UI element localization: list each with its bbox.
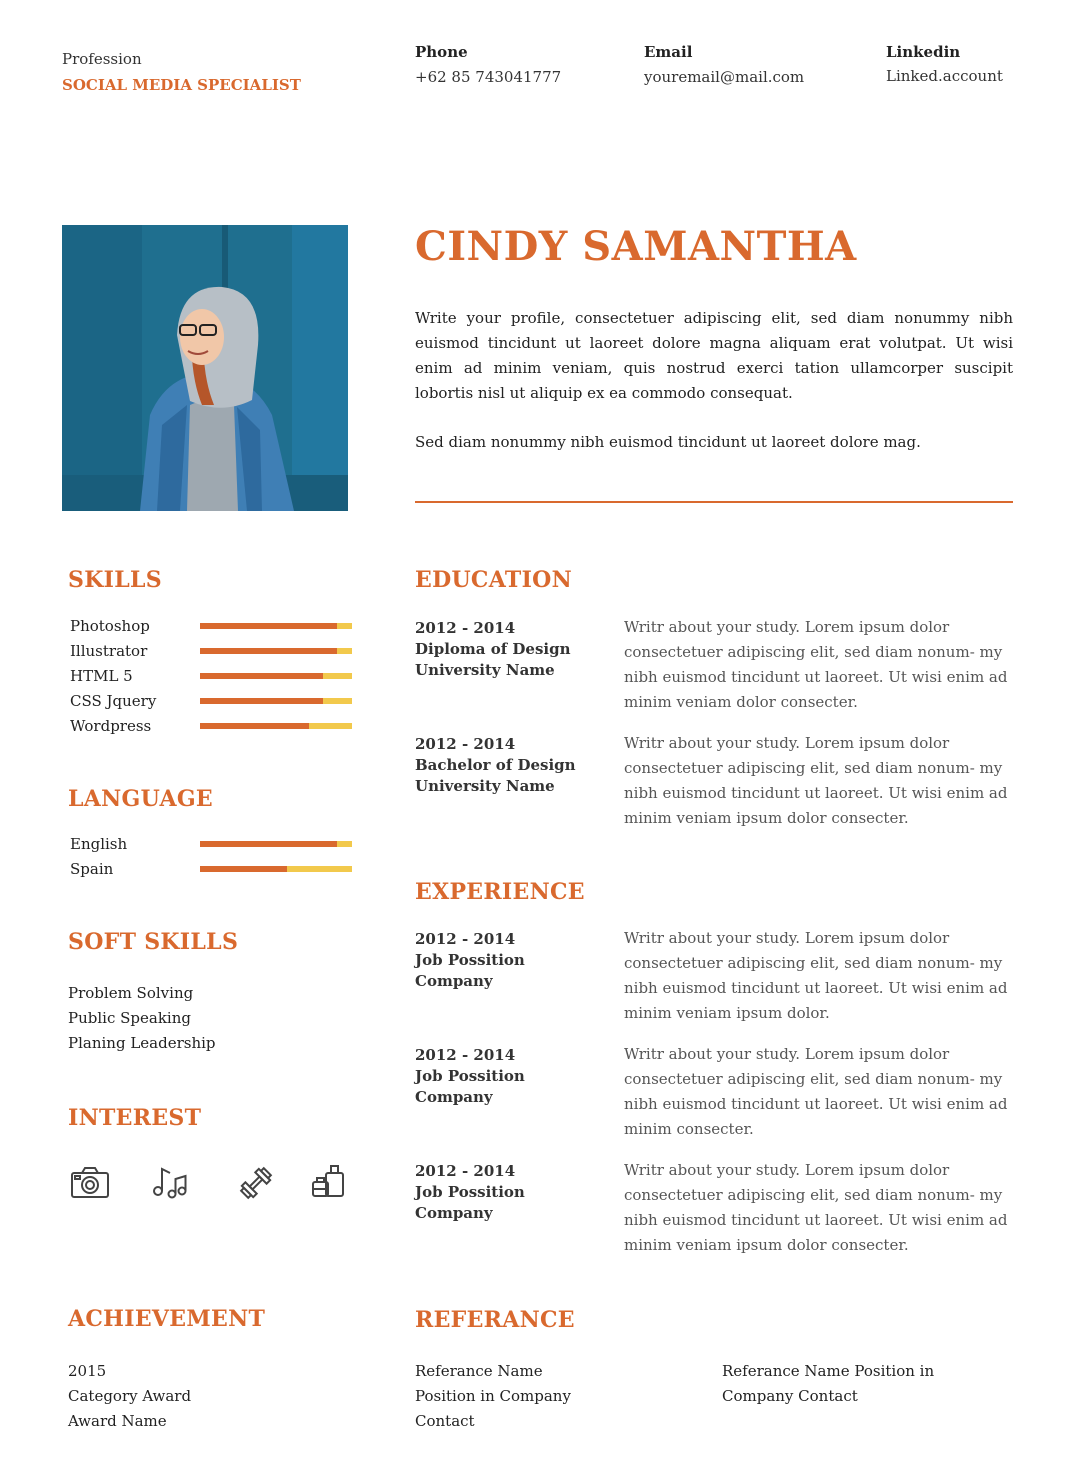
- education-entry-1: [415, 618, 570, 681]
- skill-row: [70, 856, 352, 881]
- profile-summary: [415, 306, 1013, 455]
- skill-row: [70, 688, 352, 713]
- skills-title: SKILLS: [68, 567, 162, 593]
- skill-row: [70, 713, 352, 738]
- reference-col-1: [415, 1359, 571, 1434]
- skill-label: English: [70, 834, 128, 853]
- level-bar: [200, 841, 352, 847]
- soft-skills-title: SOFT SKILLS: [68, 929, 239, 955]
- reference-title: REFERANCE: [415, 1307, 575, 1333]
- entry-position: Job Possition: [415, 1067, 525, 1085]
- profile-paragraph-1: Write your profile, consectetuer adipiscing elit, sed diam nonummy nibh euismod tincidunt ut laoreet dolore magna aliquam erat volutpat. Ut wisi enim ad minim veniam, quis nostrud exerci tation ullamcorper suscipit lobortis nisl ut aliquip ex ea commodo consequat.: [415, 309, 1013, 402]
- experience-title: EXPERIENCE: [415, 879, 585, 905]
- soft-skills-list: [68, 981, 216, 1056]
- list-item: Public Speaking: [68, 1009, 191, 1027]
- entry-years: 2012 - 2014: [415, 930, 516, 948]
- email-value: youremail@mail.com: [644, 68, 805, 86]
- profile-photo: [62, 225, 348, 511]
- achievement-year: 2015: [68, 1362, 107, 1380]
- level-bar-fill: [200, 698, 323, 704]
- level-bar: [200, 698, 352, 704]
- reference-contact: Contact: [415, 1412, 475, 1430]
- level-bar-fill: [200, 623, 337, 629]
- skills-list: [70, 613, 352, 738]
- experience-desc-2: Writr about your study. Lorem ipsum dolor consectetuer adipiscing elit, sed diam nonum- my nibh euismod tincidunt ut laoreet. Ut wisi enim ad minim consecter.: [624, 1045, 1008, 1138]
- level-bar: [200, 723, 352, 729]
- level-bar-fill: [200, 866, 287, 872]
- reference-position: Position in Company: [415, 1387, 571, 1405]
- profile-divider: [415, 501, 1013, 503]
- skill-row: [70, 663, 352, 688]
- entry-years: 2012 - 2014: [415, 1162, 516, 1180]
- list-item: Planing Leadership: [68, 1034, 216, 1052]
- entry-degree: Diploma of Design: [415, 640, 571, 658]
- education-desc-1: Writr about your study. Lorem ipsum dolor consectetuer adipiscing elit, sed diam nonum- my nibh euismod tincidunt ut laoreet. Ut wisi enim ad minim veniam dolor consecter.: [624, 618, 1008, 711]
- entry-school: University Name: [415, 661, 555, 679]
- entry-company: Company: [415, 1204, 493, 1222]
- reference-company-contact: Company Contact: [722, 1387, 858, 1405]
- skill-row: [70, 613, 352, 638]
- profession-label: Profession: [62, 50, 142, 68]
- education-desc-2: Writr about your study. Lorem ipsum dolor consectetuer adipiscing elit, sed diam nonum- my nibh euismod tincidunt ut laoreet. Ut wisi enim ad minim veniam ipsum dolor consecter.: [624, 734, 1008, 827]
- education-entry-2: [415, 734, 576, 797]
- level-bar: [200, 623, 352, 629]
- skill-row: [70, 638, 352, 663]
- camera-icon: [70, 1165, 110, 1199]
- reference-name-position: Referance Name Position in: [722, 1362, 935, 1380]
- entry-degree: Bachelor of Design: [415, 756, 576, 774]
- reference-name: Referance Name: [415, 1362, 543, 1380]
- skill-label: Illustrator: [70, 641, 148, 660]
- achievement-award: Award Name: [68, 1412, 167, 1430]
- language-title: LANGUAGE: [68, 786, 213, 812]
- experience-entry-3: [415, 1161, 525, 1224]
- music-notes-icon: [152, 1165, 188, 1199]
- phone-value: +62 85 743041777: [415, 68, 562, 86]
- level-bar: [200, 866, 352, 872]
- entry-years: 2012 - 2014: [415, 735, 516, 753]
- level-bar-fill: [200, 723, 309, 729]
- entry-school: University Name: [415, 777, 555, 795]
- profession-value: SOCIAL MEDIA SPECIALIST: [62, 76, 301, 94]
- candidate-name: CINDY SAMANTHA: [415, 223, 857, 270]
- experience-entry-1: [415, 929, 525, 992]
- achievement-details: [68, 1359, 191, 1434]
- dumbbell-icon: [238, 1165, 274, 1201]
- reference-col-2: [722, 1359, 934, 1409]
- level-bar-fill: [200, 841, 337, 847]
- list-item: Problem Solving: [68, 984, 194, 1002]
- achievement-category: Category Award: [68, 1387, 192, 1405]
- experience-desc-3: Writr about your study. Lorem ipsum dolor consectetuer adipiscing elit, sed diam nonum- my nibh euismod tincidunt ut laoreet. Ut wisi enim ad minim veniam ipsum dolor consecter.: [624, 1161, 1008, 1254]
- interest-title: INTEREST: [68, 1105, 202, 1131]
- level-bar-fill: [200, 648, 337, 654]
- skill-label: Spain: [70, 859, 114, 878]
- experience-entry-2: [415, 1045, 525, 1108]
- skill-label: HTML 5: [70, 666, 133, 685]
- entry-years: 2012 - 2014: [415, 1046, 516, 1064]
- phone-label: Phone: [415, 43, 468, 61]
- entry-position: Job Possition: [415, 951, 525, 969]
- email-label: Email: [644, 43, 693, 61]
- skill-row: [70, 831, 352, 856]
- linkedin-value: Linked.account: [886, 67, 1003, 85]
- entry-company: Company: [415, 972, 493, 990]
- travel-luggage-icon: [310, 1163, 346, 1199]
- profile-paragraph-2: Sed diam nonummy nibh euismod tincidunt ut laoreet dolore mag.: [415, 433, 921, 451]
- language-list: [70, 831, 352, 881]
- entry-company: Company: [415, 1088, 493, 1106]
- skill-label: CSS Jquery: [70, 691, 157, 710]
- achievement-title: ACHIEVEMENT: [68, 1306, 266, 1332]
- entry-position: Job Possition: [415, 1183, 525, 1201]
- education-title: EDUCATION: [415, 567, 573, 593]
- linkedin-label: Linkedin: [886, 43, 961, 61]
- level-bar: [200, 648, 352, 654]
- level-bar: [200, 673, 352, 679]
- entry-years: 2012 - 2014: [415, 619, 516, 637]
- level-bar-fill: [200, 673, 323, 679]
- experience-desc-1: Writr about your study. Lorem ipsum dolor consectetuer adipiscing elit, sed diam nonum- my nibh euismod tincidunt ut laoreet. Ut wisi enim ad minim veniam ipsum dolor.: [624, 929, 1008, 1022]
- skill-label: Wordpress: [70, 716, 152, 735]
- skill-label: Photoshop: [70, 616, 150, 635]
